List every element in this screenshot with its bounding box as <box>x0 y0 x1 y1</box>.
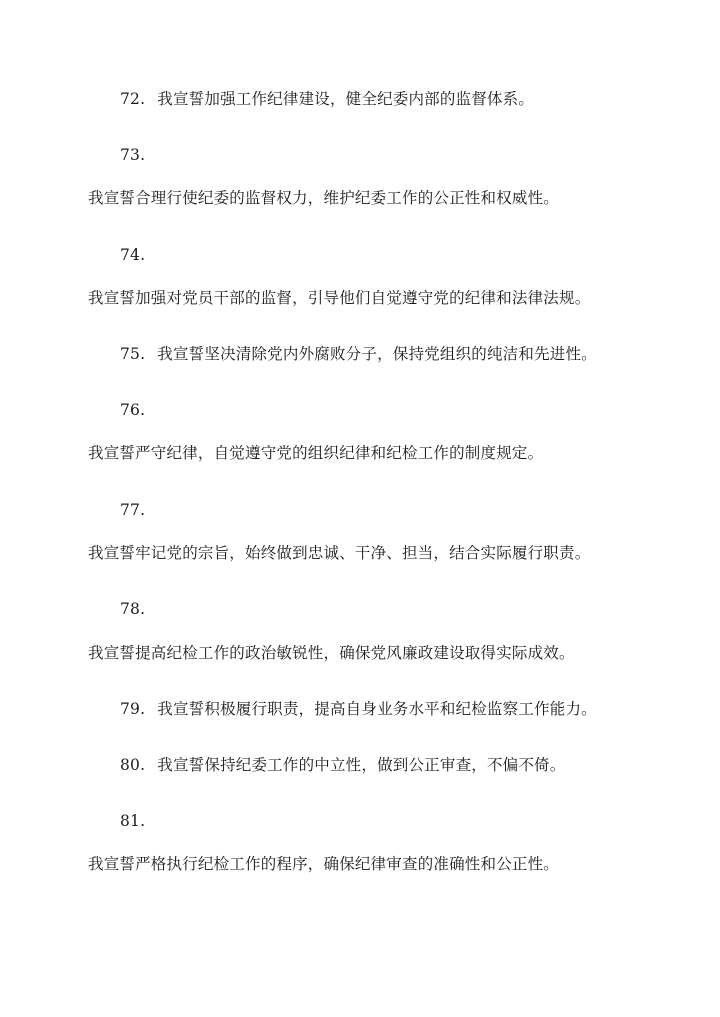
item-text-81: 我宣誓严格执行纪检工作的程序，确保纪律审查的准确性和公正性。 <box>88 855 560 873</box>
oath-item-75 <box>120 344 597 364</box>
item-number: 80. <box>120 756 146 774</box>
item-number-77: 77. <box>120 501 146 519</box>
item-text-74: 我宣誓加强对党员干部的监督，引导他们自觉遵守党的纪律和法律法规。 <box>88 289 591 307</box>
oath-item-79 <box>120 699 597 719</box>
item-number-74: 74. <box>120 246 146 264</box>
oath-item-72 <box>120 89 534 109</box>
item-number: 79. <box>120 700 146 718</box>
item-number-73: 73. <box>120 146 146 164</box>
item-text-73: 我宣誓合理行使纪委的监督权力，维护纪委工作的公正性和权威性。 <box>88 189 560 207</box>
oath-item-80 <box>120 755 565 775</box>
item-text: 我宣誓保持纪委工作的中立性，做到公正审查，不偏不倚。 <box>157 756 566 774</box>
item-number-81: 81. <box>120 812 146 830</box>
item-number: 75. <box>120 345 146 363</box>
item-text: 我宣誓加强工作纪律建设，健全纪委内部的监督体系。 <box>157 90 535 108</box>
item-text-78: 我宣誓提高纪检工作的政治敏锐性，确保党风廉政建设取得实际成效。 <box>88 644 575 662</box>
item-number-78: 78. <box>120 600 146 618</box>
item-text: 我宣誓积极履行职责，提高自身业务水平和纪检监察工作能力。 <box>157 700 597 718</box>
item-text-76: 我宣誓严守纪律，自觉遵守党的组织纪律和纪检工作的制度规定。 <box>88 444 544 462</box>
item-number-76: 76. <box>120 401 146 419</box>
item-text: 我宣誓坚决清除党内外腐败分子，保持党组织的纯洁和先进性。 <box>157 345 597 363</box>
item-text-77: 我宣誓牢记党的宗旨，始终做到忠诚、干净、担当，结合实际履行职责。 <box>88 544 591 562</box>
item-number: 72. <box>120 90 146 108</box>
